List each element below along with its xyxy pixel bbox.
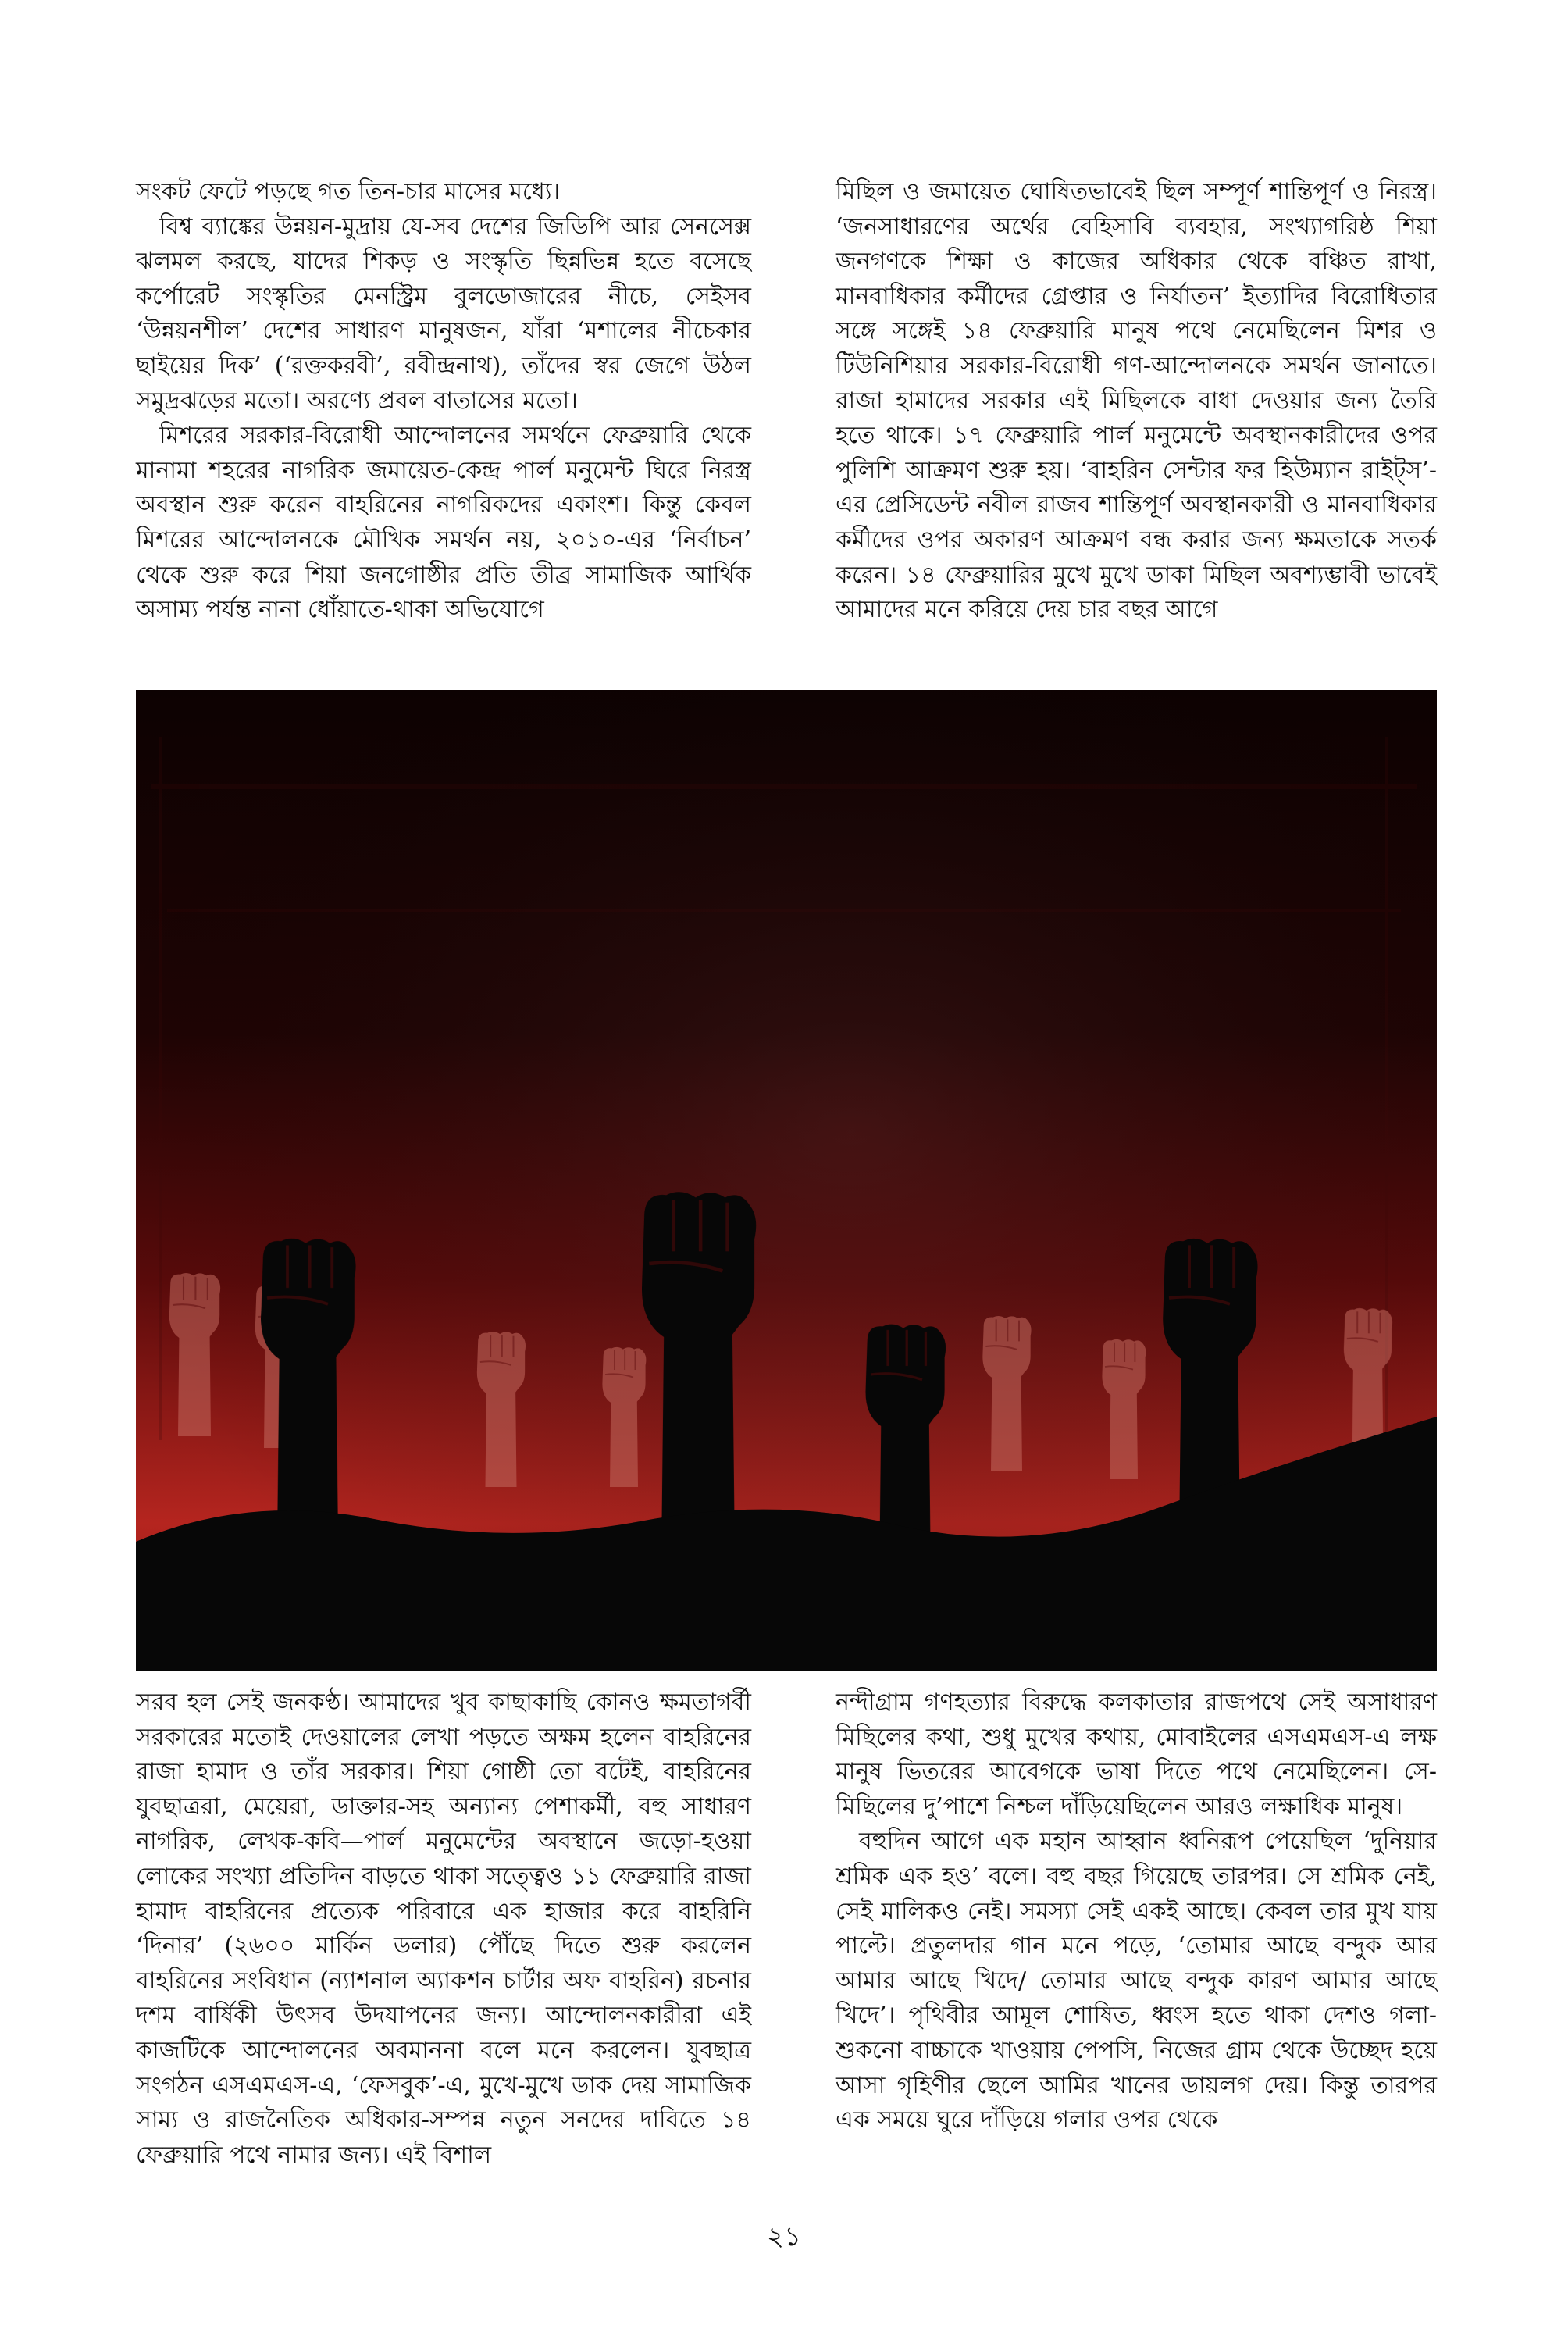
paragraph: নন্দীগ্রাম গণহত্যার বিরুদ্ধে কলকাতার রাজপথে সেই অসাধারণ মিছিলের কথা, শুধু মুখের কথায়, মোবাইলের এসএমএস-এ লক্ষ মানুষ ভিতরের আবেগকে ভাষা দিতে পথে নেমেছিলেন। সে-মিছিলের দু’পাশে নিশ্চল দাঁড়িয়েছিলেন আরও লক্ষাধিক মানুষ। [836, 1689, 1437, 1820]
paragraph: সরব হল সেই জনকণ্ঠ। আমাদের খুব কাছাকাছি কোনও ক্ষমতাগর্বী সরকারের মতোই দেওয়ালের লেখা পড়তে অক্ষম হলেন বাহরিনের রাজা হামাদ ও তাঁর সরকার। শিয়া গোষ্ঠী তো বটেই, বাহরিনের যুবছাত্ররা, মেয়েরা, ডাক্তার-সহ অন্যান্য পেশাকর্মী, বহু সাধারণ নাগরিক, লেখক-কবি—পার্ল মনুমেন্টের অবস্থানে জড়ো-হওয়া লোকের সংখ্যা প্রতিদিন বাড়তে থাকা সত্ত্বেও ১১ ফেব্রুয়ারি রাজা হামাদ বাহরিনের প্রত্যেক পরিবারে এক হাজার করে বাহরিনি ‘দিনার’ (২৬০০ মার্কিন ডলার) পৌঁছে দিতে শুরু করলেন বাহরিনের সংবিধান (ন্যাশনাল অ্যাকশন চার্টার অফ বাহরিন) রচনার দশম বার্ষিকী উৎসব উদযাপনের জন্য। আন্দোলনকারীরা এই কাজটিকে আন্দোলনের অবমাননা বলে মনে করলেন। যুবছাত্র সংগঠন এসএমএস-এ, ‘ফেসবুক’-এ, মুখে-মুখে ডাক দেয় সামাজিক সাম্য ও রাজনৈতিক অধিকার-সম্পন্ন নতুন সনদের দাবিতে ১৪ ফেব্রুয়ারি পথে নামার জন্য। এই বিশাল [136, 1689, 751, 2169]
protest-illustration [136, 690, 1437, 1671]
paragraph: মিছিল ও জমায়েত ঘোষিতভাবেই ছিল সম্পূর্ণ শান্তিপূর্ণ ও নিরস্ত্র। ‘জনসাধারণের অর্থের বেহিসাবি ব্যবহার, সংখ্যাগরিষ্ঠ শিয়া জনগণকে শিক্ষা ও কাজের অধিকার থেকে বঞ্চিত রাখা, মানবাধিকার কর্মীদের গ্রেপ্তার ও নির্যাতন’ ইত্যাদির বিরোধিতার সঙ্গে সঙ্গেই ১৪ ফেব্রুয়ারি মানুষ পথে নেমেছিলেন মিশর ও টিউনিশিয়ার সরকার-বিরোধী গণ-আন্দোলনকে সমর্থন জানাতে। রাজা হামাদের সরকার এই মিছিলকে বাধা দেওয়ার জন্য তৈরি হতে থাকে। ১৭ ফেব্রুয়ারি পার্ল মনুমেন্টে অবস্থানকারীদের ওপর পুলিশি আক্রমণ শুরু হয়। ‘বাহরিন সেন্টার ফর হিউম্যান রাইট্‌স’-এর প্রেসিডেন্ট নবীল রাজব শান্তিপূর্ণ অবস্থানকারী ও মানবাধিকার কর্মীদের ওপর অকারণ আক্রমণ বন্ধ করার জন্য ক্ষমতাকে সতর্ক করেন। ১৪ ফেব্রুয়ারির মুখে মুখে ডাকা মিছিল অবশ্যম্ভাবী ভাবেই আমাদের মনে করিয়ে দেয় চার বছর আগে [836, 178, 1437, 624]
paragraph: বহুদিন আগে এক মহান আহ্বান ধ্বনিরূপ পেয়েছিল ‘দুনিয়ার শ্রমিক এক হও’ বলে। বহু বছর গিয়েছে তারপর। সে শ্রমিক নেই, সেই মালিকও নেই। সমস্যা সেই একই আছে। কেবল তার মুখ যায় পাল্টে। প্রতুলদার গান মনে পড়ে, ‘তোমার আছে বন্দুক আর আমার আছে খিদে/ তোমার আছে বন্দুক কারণ আমার আছে খিদে’। পৃথিবীর আমূল শোষিত, ধ্বংস হতে থাকা দেশও গলা-শুকনো বাচ্চাকে খাওয়ায় পেপসি, নিজের গ্রাম থেকে উচ্ছেদ হয়ে আসা গৃহিণীর ছেলে আমির খানের ডায়লগ দেয়। কিন্তু তারপর এক সময়ে ঘুরে দাঁড়িয়ে গলার ওপর থেকে [836, 1828, 1437, 2134]
paragraph: বিশ্ব ব্যাঙ্কের উন্নয়ন-মুদ্রায় যে-সব দেশের জিডিপি আর সেনসেক্স ঝলমল করছে, যাদের শিকড় ও সংস্কৃতি ছিন্নভিন্ন হতে বসেছে কর্পোরেট সংস্কৃতির মেনস্ট্রিম বুলডোজারের নীচে, সেইসব ‘উন্নয়নশীল’ দেশের সাধারণ মানুষজন, যাঁরা ‘মশালের নীচেকার ছাইয়ের দিক’ (‘রক্তকরবী’, রবীন্দ্রনাথ), তাঁদের স্বর জেগে উঠল সমুদ্রঝড়ের মতো। অরণ্যে প্রবল বাতাসের মতো। [136, 212, 751, 415]
column-bottom-right [836, 1685, 1437, 2138]
column-bottom-left [136, 1685, 751, 2173]
column-top-left [136, 175, 751, 628]
page-number: ২১ [766, 2221, 802, 2252]
paragraph: সংকট ফেটে পড়ছে গত তিন-চার মাসের মধ্যে। [136, 178, 561, 205]
paragraph: মিশরের সরকার-বিরোধী আন্দোলনের সমর্থনে ফেব্রুয়ারি থেকে মানামা শহরের নাগরিক জমায়েত-কেন্দ্র পার্ল মনুমেন্ট ঘিরে নিরস্ত্র অবস্থান শুরু করেন বাহরিনের নাগরিকদের একাংশ। কিন্তু কেবল মিশরের আন্দোলনকে মৌখিক সমর্থন নয়, ২০১০-এর ‘নির্বাচন’ থেকে শুরু করে শিয়া জনগোষ্ঠীর প্রতি তীব্র সামাজিক আর্থিক অসাম্য পর্যন্ত নানা ধোঁয়াতে-থাকা অভিযোগে [136, 422, 751, 624]
column-top-right [836, 175, 1437, 628]
raised-fists-icon [136, 690, 1437, 1671]
